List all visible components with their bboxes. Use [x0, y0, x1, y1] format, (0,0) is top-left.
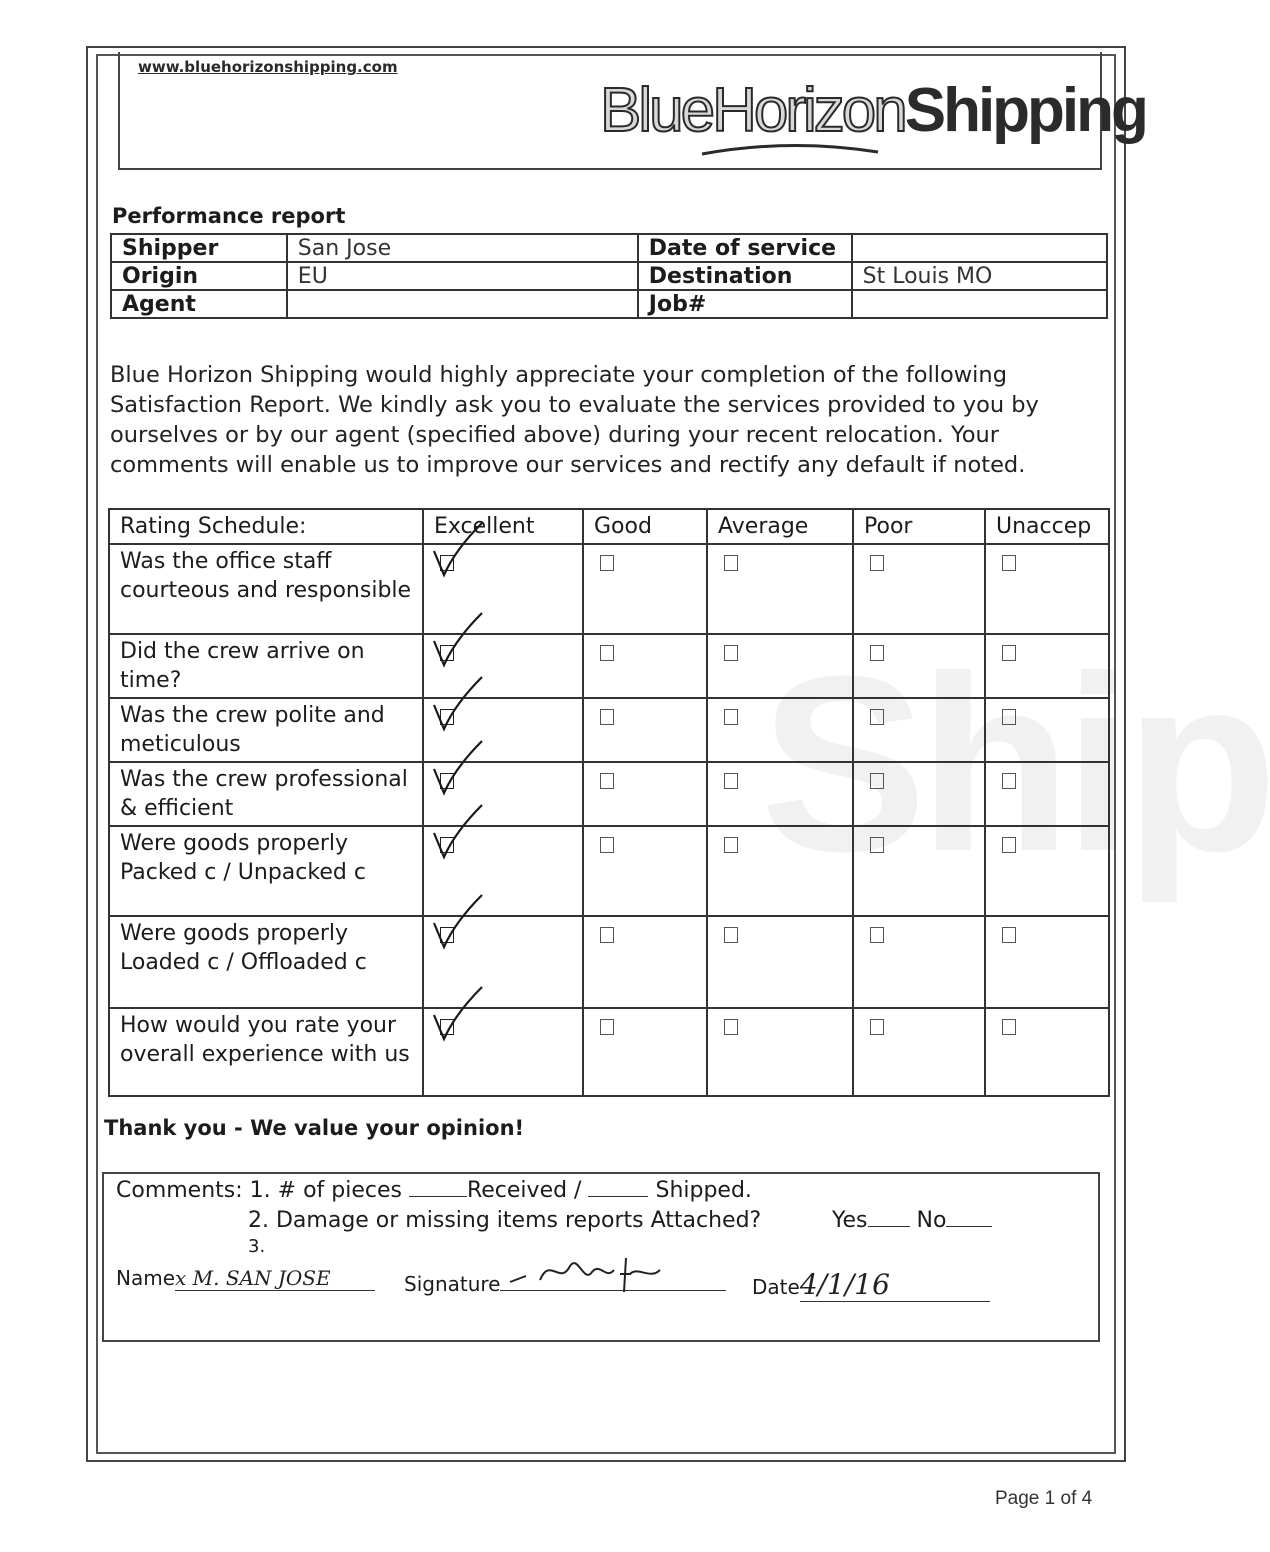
- rating-option-cell: [583, 916, 707, 1008]
- date-row: [752, 1268, 990, 1302]
- checkmark-icon: [432, 889, 492, 959]
- rating-option-cell: [985, 916, 1109, 1008]
- rating-checkbox-checked[interactable]: [434, 547, 454, 579]
- rating-checkbox[interactable]: [718, 547, 738, 579]
- rating-option-cell: [707, 1008, 853, 1096]
- rating-option-cell: [707, 698, 853, 762]
- checkbox-icon: [724, 555, 738, 571]
- rating-checkbox[interactable]: [718, 765, 738, 797]
- rating-checkbox[interactable]: [864, 701, 884, 733]
- rating-checkbox[interactable]: [594, 701, 614, 733]
- job-number-label: Job#: [638, 290, 852, 318]
- rating-row: [109, 826, 1109, 916]
- rating-checkbox[interactable]: [996, 765, 1016, 797]
- rating-option-cell: [707, 544, 853, 634]
- rating-checkbox[interactable]: [594, 919, 614, 951]
- watermark: Ship: [760, 624, 1270, 903]
- rating-checkbox[interactable]: [864, 547, 884, 579]
- rating-option-cell: [985, 634, 1109, 698]
- logo-text-dark: Shipping: [904, 76, 1146, 145]
- rating-header-cell: Average: [707, 509, 853, 544]
- rating-checkbox[interactable]: [594, 637, 614, 669]
- comments-pieces-label: Comments: 1. # of pieces: [116, 1178, 402, 1203]
- page-title: Performance report: [112, 204, 346, 228]
- destination-label: Destination: [638, 262, 852, 290]
- checkbox-icon: [724, 773, 738, 789]
- rating-row: [109, 634, 1109, 698]
- checkbox-icon: [724, 927, 738, 943]
- destination-field[interactable]: St Louis MO: [852, 262, 1107, 290]
- checkbox-icon: [600, 927, 614, 943]
- checkbox-icon: [724, 645, 738, 661]
- agent-field[interactable]: [287, 290, 638, 318]
- no-field[interactable]: [946, 1226, 992, 1227]
- rating-checkbox-checked[interactable]: [434, 829, 454, 861]
- rating-row: [109, 762, 1109, 826]
- rating-checkbox[interactable]: [996, 701, 1016, 733]
- rating-header-cell: Good: [583, 509, 707, 544]
- checkbox-icon: [1002, 555, 1016, 571]
- checkbox-icon: [724, 837, 738, 853]
- rating-checkbox[interactable]: [718, 919, 738, 951]
- rating-option-cell: [853, 826, 985, 916]
- received-label: Received /: [466, 1178, 582, 1203]
- checkbox-icon: [724, 1019, 738, 1035]
- rating-question: Were goods properly Packed c / Unpacked c: [109, 826, 423, 916]
- pieces-received-field[interactable]: [409, 1196, 467, 1197]
- checkbox-icon: [870, 927, 884, 943]
- checkbox-icon: [1002, 1019, 1016, 1035]
- damage-report-question: 2. Damage or missing items reports Attached?: [248, 1208, 762, 1233]
- rating-option-cell: [707, 826, 853, 916]
- rating-row: [109, 698, 1109, 762]
- checkbox-icon: [600, 773, 614, 789]
- rating-option-cell: [985, 826, 1109, 916]
- rating-option-cell: [985, 698, 1109, 762]
- rating-checkbox[interactable]: [996, 829, 1016, 861]
- date-of-service-label: Date of service: [638, 234, 852, 262]
- checkbox-icon: [600, 645, 614, 661]
- rating-checkbox-checked[interactable]: [434, 1011, 454, 1043]
- rating-option-cell: [583, 1008, 707, 1096]
- rating-checkbox-checked[interactable]: [434, 919, 454, 951]
- rating-option-cell: [423, 1008, 583, 1096]
- intro-paragraph: Blue Horizon Shipping would highly appreciate your completion of the following Satisfaction Report. We kindly ask you to evaluate the services provided to you by ourselves or by our agent (specified above) during your recent relocation. Your comments will enable us to improve our services and rectify any default if noted.: [110, 362, 1039, 478]
- rating-option-cell: [985, 1008, 1109, 1096]
- rating-schedule-table: [108, 508, 1110, 1097]
- rating-row: [109, 1008, 1109, 1096]
- checkmark-icon: [432, 671, 492, 741]
- rating-header-cell: Excellent: [423, 509, 583, 544]
- pieces-shipped-field[interactable]: [588, 1196, 648, 1197]
- rating-checkbox[interactable]: [864, 1011, 884, 1043]
- rating-option-cell: [707, 634, 853, 698]
- rating-option-cell: [853, 1008, 985, 1096]
- checkbox-icon: [600, 837, 614, 853]
- comments-pieces-line: [116, 1178, 752, 1203]
- rating-checkbox-checked[interactable]: [434, 765, 454, 797]
- rating-question: Were goods properly Loaded c / Offloaded c: [109, 916, 423, 1008]
- checkbox-icon: [870, 709, 884, 725]
- checkmark-icon: [432, 799, 492, 869]
- rating-header-cell: Poor: [853, 509, 985, 544]
- rating-option-cell: [985, 544, 1109, 634]
- rating-checkbox-checked[interactable]: [434, 637, 454, 669]
- checkbox-icon: [1002, 709, 1016, 725]
- yes-field[interactable]: [868, 1226, 910, 1227]
- rating-row: [109, 544, 1109, 634]
- origin-field[interactable]: EU: [287, 262, 638, 290]
- shipped-label: Shipped.: [655, 1178, 752, 1203]
- rating-checkbox[interactable]: [594, 1011, 614, 1043]
- rating-checkbox-checked[interactable]: [434, 701, 454, 733]
- rating-checkbox[interactable]: [864, 637, 884, 669]
- rating-checkbox[interactable]: [864, 765, 884, 797]
- rating-option-cell: [583, 762, 707, 826]
- checkmark-icon: [432, 607, 492, 677]
- rating-option-cell: [985, 762, 1109, 826]
- checkmark-icon: [432, 517, 492, 587]
- rating-option-cell: [853, 544, 985, 634]
- signature-scribble-icon: [500, 1246, 720, 1296]
- shipper-field[interactable]: San Jose: [287, 234, 638, 262]
- rating-option-cell: [583, 634, 707, 698]
- checkbox-icon: [1002, 645, 1016, 661]
- checkbox-icon: [870, 1019, 884, 1035]
- rating-checkbox[interactable]: [996, 547, 1016, 579]
- signature-field[interactable]: [500, 1268, 726, 1291]
- website-link[interactable]: www.bluehorizonshipping.com: [138, 58, 398, 76]
- checkbox-icon: [1002, 837, 1016, 853]
- shipper-label: Shipper: [111, 234, 287, 262]
- rating-option-cell: [707, 916, 853, 1008]
- checkbox-icon: [1002, 773, 1016, 789]
- rating-checkbox[interactable]: [996, 919, 1016, 951]
- signature-label: Signature: [404, 1272, 501, 1296]
- company-logo: [600, 76, 1146, 145]
- agent-label: Agent: [111, 290, 287, 318]
- date-of-service-field[interactable]: [852, 234, 1107, 262]
- rating-option-cell: [583, 698, 707, 762]
- checkbox-icon: [870, 773, 884, 789]
- rating-option-cell: [853, 634, 985, 698]
- checkbox-icon: [870, 837, 884, 853]
- rating-header-row: [109, 509, 1109, 544]
- rating-checkbox[interactable]: [718, 637, 738, 669]
- page-indicator: Page 1 of 4: [995, 1488, 1093, 1509]
- rating-option-cell: [853, 762, 985, 826]
- rating-question: Was the crew polite and meticulous: [109, 698, 423, 762]
- job-number-field[interactable]: [852, 290, 1107, 318]
- checkbox-icon: [600, 709, 614, 725]
- rating-checkbox[interactable]: [718, 1011, 738, 1043]
- rating-option-cell: [853, 698, 985, 762]
- name-label: Name: [116, 1266, 176, 1290]
- rating-option-cell: [583, 826, 707, 916]
- comment-item-3: 3.: [248, 1236, 266, 1257]
- name-row: [116, 1266, 375, 1291]
- rating-checkbox[interactable]: [996, 637, 1016, 669]
- rating-option-cell: [583, 544, 707, 634]
- checkbox-icon: [600, 1019, 614, 1035]
- rating-question: How would you rate your overall experience with us: [109, 1008, 423, 1096]
- no-label: No: [916, 1208, 947, 1233]
- checkbox-icon: [724, 709, 738, 725]
- thank-you-message: Thank you - We value your opinion!: [104, 1116, 525, 1140]
- checkmark-icon: [432, 981, 492, 1051]
- signature-row: [404, 1268, 726, 1296]
- rating-checkbox[interactable]: [996, 1011, 1016, 1043]
- yes-label: Yes: [832, 1208, 868, 1233]
- rating-question: Was the crew professional & efficient: [109, 762, 423, 826]
- date-field[interactable]: 4/1/16: [800, 1268, 990, 1302]
- logo-swoosh-icon: [700, 140, 880, 160]
- logo-text-light: BlueHorizon: [600, 76, 905, 145]
- checkbox-icon: [600, 555, 614, 571]
- origin-label: Origin: [111, 262, 287, 290]
- shipment-info-table: [110, 233, 1108, 319]
- rating-checkbox[interactable]: [594, 547, 614, 579]
- date-label: Date: [752, 1275, 800, 1299]
- rating-header-cell: Unaccep: [985, 509, 1109, 544]
- rating-option-cell: [707, 762, 853, 826]
- checkbox-icon: [1002, 927, 1016, 943]
- rating-option-cell: [853, 916, 985, 1008]
- rating-checkbox[interactable]: [594, 765, 614, 797]
- rating-checkbox[interactable]: [594, 829, 614, 861]
- name-field[interactable]: x M. SAN JOSE: [175, 1266, 375, 1291]
- rating-checkbox[interactable]: [864, 919, 884, 951]
- checkmark-icon: [432, 735, 492, 805]
- rating-header-cell: Rating Schedule:: [109, 509, 423, 544]
- rating-checkbox[interactable]: [864, 829, 884, 861]
- rating-checkbox[interactable]: [718, 829, 738, 861]
- checkbox-icon: [870, 645, 884, 661]
- checkbox-icon: [870, 555, 884, 571]
- rating-question: Did the crew arrive on time?: [109, 634, 423, 698]
- damage-yes-no: [832, 1208, 992, 1233]
- rating-row: [109, 916, 1109, 1008]
- rating-question: Was the office staff courteous and responsible: [109, 544, 423, 634]
- rating-checkbox[interactable]: [718, 701, 738, 733]
